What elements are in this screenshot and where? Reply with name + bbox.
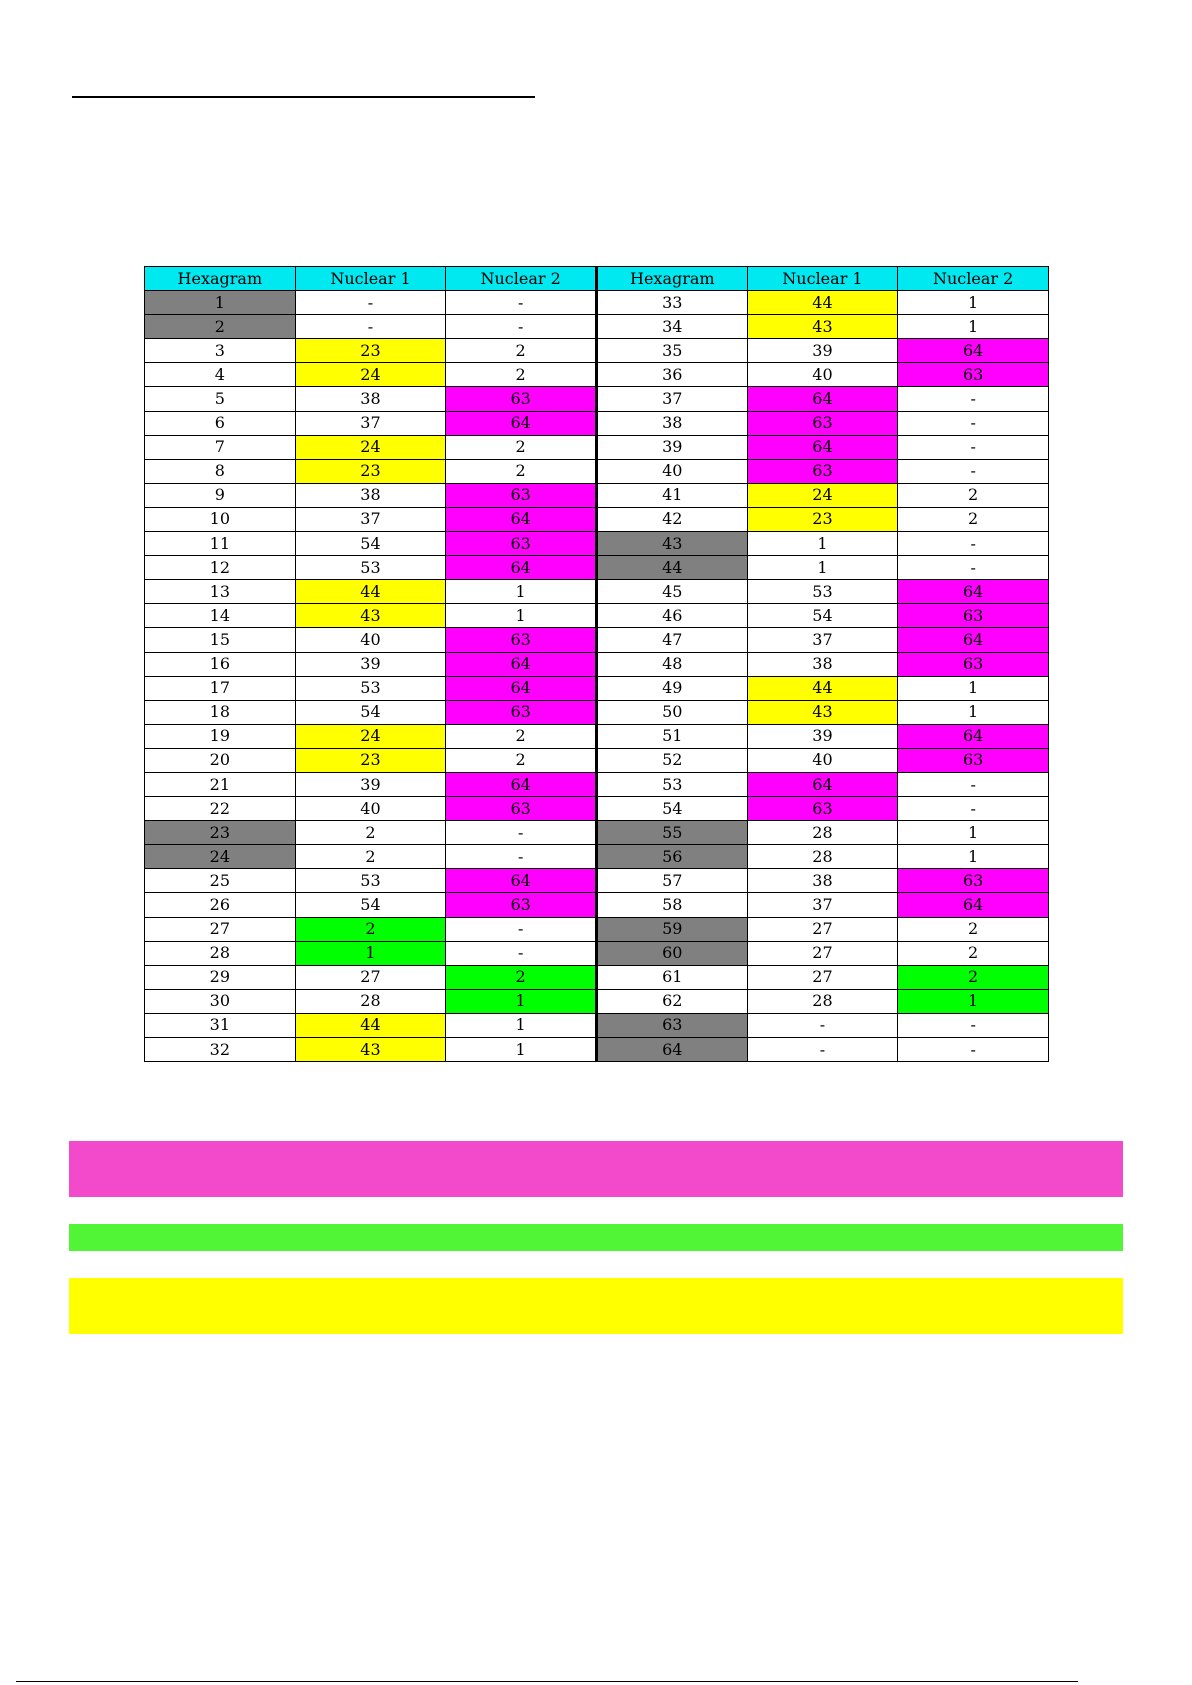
table-row	[145, 435, 1049, 459]
cell-nuclear1-left: 24	[295, 435, 446, 459]
cell-hexagram-left: 21	[145, 772, 296, 796]
table-row	[145, 700, 1049, 724]
table-row	[145, 628, 1049, 652]
cell-nuclear1-right: 27	[747, 941, 898, 965]
cell-nuclear2-right: 63	[898, 604, 1049, 628]
cell-hexagram-left: 18	[145, 700, 296, 724]
cell-nuclear1-left: 53	[295, 676, 446, 700]
cell-hexagram-right: 54	[596, 797, 747, 821]
cell-hexagram-right: 37	[596, 387, 747, 411]
cell-nuclear2-right: -	[898, 1038, 1049, 1062]
cell-hexagram-left: 32	[145, 1038, 296, 1062]
cell-nuclear2-right: 64	[898, 628, 1049, 652]
cell-nuclear2-left: 1	[446, 580, 597, 604]
cell-nuclear1-left: -	[295, 315, 446, 339]
cell-nuclear2-left: 64	[446, 652, 597, 676]
table-row	[145, 941, 1049, 965]
cell-hexagram-left: 8	[145, 459, 296, 483]
cell-hexagram-left: 11	[145, 532, 296, 556]
cell-nuclear1-left: 38	[295, 483, 446, 507]
cell-hexagram-right: 55	[596, 821, 747, 845]
cell-hexagram-left: 20	[145, 748, 296, 772]
cell-nuclear2-left: -	[446, 821, 597, 845]
cell-nuclear2-right: -	[898, 387, 1049, 411]
cell-nuclear2-left: 64	[446, 772, 597, 796]
cell-hexagram-right: 59	[596, 917, 747, 941]
cell-nuclear1-right: 1	[747, 532, 898, 556]
cell-hexagram-right: 50	[596, 700, 747, 724]
cell-nuclear2-right: 1	[898, 989, 1049, 1013]
cell-nuclear1-left: 38	[295, 387, 446, 411]
cell-nuclear1-left: 37	[295, 411, 446, 435]
cell-nuclear1-left: 1	[295, 941, 446, 965]
cell-nuclear2-left: 1	[446, 1038, 597, 1062]
cell-hexagram-left: 2	[145, 315, 296, 339]
cell-hexagram-right: 52	[596, 748, 747, 772]
cell-nuclear1-right: 64	[747, 435, 898, 459]
cell-nuclear1-left: 54	[295, 532, 446, 556]
cell-nuclear2-left: 63	[446, 628, 597, 652]
cell-nuclear2-left: 2	[446, 435, 597, 459]
table-row	[145, 989, 1049, 1013]
table-row	[145, 411, 1049, 435]
cell-hexagram-right: 58	[596, 893, 747, 917]
cell-nuclear2-left: 64	[446, 556, 597, 580]
table-row	[145, 459, 1049, 483]
cell-nuclear2-left: -	[446, 291, 597, 315]
table-row	[145, 821, 1049, 845]
cell-hexagram-right: 33	[596, 291, 747, 315]
table-row	[145, 893, 1049, 917]
cell-nuclear2-left: 63	[446, 893, 597, 917]
cell-nuclear2-left: 63	[446, 483, 597, 507]
cell-nuclear1-left: 39	[295, 652, 446, 676]
cell-nuclear2-left: 2	[446, 748, 597, 772]
cell-hexagram-left: 13	[145, 580, 296, 604]
cell-nuclear1-left: -	[295, 291, 446, 315]
table-row	[145, 965, 1049, 989]
cell-nuclear2-left: -	[446, 845, 597, 869]
cell-hexagram-right: 46	[596, 604, 747, 628]
table-row	[145, 532, 1049, 556]
cell-hexagram-left: 17	[145, 676, 296, 700]
cell-nuclear2-left: 64	[446, 676, 597, 700]
cell-nuclear1-left: 40	[295, 797, 446, 821]
cell-nuclear1-right: 63	[747, 459, 898, 483]
cell-nuclear1-right: 28	[747, 989, 898, 1013]
cell-hexagram-left: 31	[145, 1013, 296, 1037]
magenta-legend-band	[69, 1141, 1123, 1197]
cell-nuclear2-right: 1	[898, 291, 1049, 315]
cell-nuclear1-right: 64	[747, 387, 898, 411]
cell-nuclear1-left: 39	[295, 772, 446, 796]
cell-hexagram-left: 26	[145, 893, 296, 917]
cell-nuclear2-right: -	[898, 797, 1049, 821]
cell-nuclear2-left: 1	[446, 1013, 597, 1037]
cell-nuclear2-right: 2	[898, 483, 1049, 507]
cell-nuclear2-left: 64	[446, 507, 597, 531]
cell-nuclear2-right: 63	[898, 652, 1049, 676]
table-row	[145, 1038, 1049, 1062]
cell-nuclear2-right: 2	[898, 941, 1049, 965]
cell-hexagram-right: 60	[596, 941, 747, 965]
cell-hexagram-right: 63	[596, 1013, 747, 1037]
cell-hexagram-right: 40	[596, 459, 747, 483]
cell-nuclear2-right: 64	[898, 339, 1049, 363]
cell-nuclear1-left: 2	[295, 845, 446, 869]
cell-nuclear1-right: 23	[747, 507, 898, 531]
cell-nuclear2-right: -	[898, 459, 1049, 483]
table-row	[145, 580, 1049, 604]
table-row	[145, 291, 1049, 315]
cell-hexagram-right: 38	[596, 411, 747, 435]
cell-hexagram-left: 14	[145, 604, 296, 628]
cell-hexagram-right: 51	[596, 724, 747, 748]
cell-nuclear1-right: 40	[747, 363, 898, 387]
cell-nuclear2-right: -	[898, 1013, 1049, 1037]
cell-nuclear1-left: 43	[295, 604, 446, 628]
table-row	[145, 339, 1049, 363]
cell-hexagram-left: 12	[145, 556, 296, 580]
table-row	[145, 724, 1049, 748]
cell-nuclear1-right: 39	[747, 724, 898, 748]
cell-hexagram-left: 7	[145, 435, 296, 459]
table-row	[145, 676, 1049, 700]
table-row	[145, 917, 1049, 941]
cell-nuclear2-left: 1	[446, 604, 597, 628]
cell-nuclear1-left: 24	[295, 724, 446, 748]
cell-nuclear1-left: 53	[295, 869, 446, 893]
header-nuclear2-left: Nuclear 2	[446, 267, 597, 291]
cell-nuclear1-right: 38	[747, 869, 898, 893]
table-row	[145, 845, 1049, 869]
cell-hexagram-left: 25	[145, 869, 296, 893]
cell-nuclear1-right: -	[747, 1013, 898, 1037]
cell-nuclear1-left: 44	[295, 580, 446, 604]
cell-hexagram-left: 6	[145, 411, 296, 435]
cell-nuclear2-left: 2	[446, 363, 597, 387]
cell-hexagram-right: 61	[596, 965, 747, 989]
cell-nuclear2-right: 64	[898, 580, 1049, 604]
cell-hexagram-right: 36	[596, 363, 747, 387]
cell-nuclear2-left: 63	[446, 387, 597, 411]
cell-nuclear2-right: 64	[898, 724, 1049, 748]
table-row	[145, 748, 1049, 772]
cell-nuclear2-left: 64	[446, 869, 597, 893]
cell-hexagram-left: 22	[145, 797, 296, 821]
cell-hexagram-left: 19	[145, 724, 296, 748]
cell-hexagram-left: 3	[145, 339, 296, 363]
table-row	[145, 483, 1049, 507]
cell-nuclear1-left: 53	[295, 556, 446, 580]
table-row	[145, 869, 1049, 893]
cell-nuclear2-left: 2	[446, 965, 597, 989]
cell-nuclear2-left: 63	[446, 797, 597, 821]
nuclear-hexagram-table-container	[144, 266, 1049, 1062]
cell-hexagram-right: 53	[596, 772, 747, 796]
cell-hexagram-right: 56	[596, 845, 747, 869]
table-header-row	[145, 267, 1049, 291]
cell-nuclear2-right: -	[898, 435, 1049, 459]
cell-nuclear2-left: -	[446, 941, 597, 965]
table-row	[145, 556, 1049, 580]
cell-nuclear2-right: -	[898, 772, 1049, 796]
cell-hexagram-left: 10	[145, 507, 296, 531]
cell-nuclear1-left: 43	[295, 1038, 446, 1062]
cell-nuclear1-right: 38	[747, 652, 898, 676]
cell-nuclear1-right: 1	[747, 556, 898, 580]
cell-nuclear1-left: 54	[295, 893, 446, 917]
cell-hexagram-right: 35	[596, 339, 747, 363]
cell-hexagram-left: 29	[145, 965, 296, 989]
cell-nuclear2-right: 2	[898, 507, 1049, 531]
table-row	[145, 315, 1049, 339]
cell-nuclear2-left: 2	[446, 724, 597, 748]
cell-nuclear1-left: 37	[295, 507, 446, 531]
table-row	[145, 363, 1049, 387]
cell-hexagram-right: 49	[596, 676, 747, 700]
cell-nuclear2-right: -	[898, 532, 1049, 556]
cell-hexagram-left: 16	[145, 652, 296, 676]
cell-nuclear2-left: 63	[446, 700, 597, 724]
cell-hexagram-right: 47	[596, 628, 747, 652]
footer-rule	[16, 1681, 1078, 1682]
cell-nuclear2-right: 1	[898, 676, 1049, 700]
cell-nuclear1-right: 28	[747, 845, 898, 869]
cell-hexagram-left: 1	[145, 291, 296, 315]
header-hexagram-left: Hexagram	[145, 267, 296, 291]
cell-hexagram-left: 9	[145, 483, 296, 507]
cell-nuclear1-right: 39	[747, 339, 898, 363]
cell-nuclear1-right: 63	[747, 411, 898, 435]
cell-nuclear2-right: 64	[898, 893, 1049, 917]
cell-nuclear1-left: 28	[295, 989, 446, 1013]
cell-nuclear1-right: 27	[747, 917, 898, 941]
green-legend-band	[69, 1224, 1123, 1251]
cell-nuclear1-left: 23	[295, 339, 446, 363]
table-row	[145, 797, 1049, 821]
cell-nuclear2-right: 63	[898, 748, 1049, 772]
cell-nuclear2-right: 1	[898, 700, 1049, 724]
table-row	[145, 387, 1049, 411]
cell-hexagram-left: 30	[145, 989, 296, 1013]
table-row	[145, 604, 1049, 628]
cell-hexagram-left: 24	[145, 845, 296, 869]
cell-nuclear2-left: 2	[446, 339, 597, 363]
cell-hexagram-left: 27	[145, 917, 296, 941]
cell-hexagram-left: 15	[145, 628, 296, 652]
cell-nuclear1-right: 53	[747, 580, 898, 604]
table-row	[145, 1013, 1049, 1037]
cell-nuclear1-right: 64	[747, 772, 898, 796]
cell-hexagram-left: 4	[145, 363, 296, 387]
table-body	[145, 291, 1049, 1062]
cell-hexagram-left: 28	[145, 941, 296, 965]
cell-nuclear2-left: -	[446, 315, 597, 339]
cell-nuclear1-right: 44	[747, 676, 898, 700]
cell-nuclear1-left: 23	[295, 459, 446, 483]
cell-hexagram-right: 48	[596, 652, 747, 676]
cell-hexagram-left: 5	[145, 387, 296, 411]
cell-nuclear1-left: 44	[295, 1013, 446, 1037]
yellow-legend-band	[69, 1278, 1123, 1334]
cell-nuclear2-left: 1	[446, 989, 597, 1013]
cell-nuclear2-right: -	[898, 411, 1049, 435]
cell-nuclear1-left: 2	[295, 917, 446, 941]
cell-nuclear1-left: 54	[295, 700, 446, 724]
header-nuclear1-left: Nuclear 1	[295, 267, 446, 291]
cell-nuclear1-right: 37	[747, 628, 898, 652]
cell-nuclear1-right: 43	[747, 315, 898, 339]
table-row	[145, 507, 1049, 531]
cell-nuclear2-right: 1	[898, 845, 1049, 869]
cell-nuclear2-right: 1	[898, 315, 1049, 339]
cell-nuclear2-right: 2	[898, 917, 1049, 941]
cell-nuclear1-right: 28	[747, 821, 898, 845]
cell-hexagram-right: 34	[596, 315, 747, 339]
cell-hexagram-right: 42	[596, 507, 747, 531]
cell-hexagram-right: 62	[596, 989, 747, 1013]
nuclear-hexagram-table	[144, 266, 1049, 1062]
cell-nuclear1-right: 63	[747, 797, 898, 821]
cell-nuclear2-left: 64	[446, 411, 597, 435]
cell-nuclear1-left: 40	[295, 628, 446, 652]
cell-nuclear2-right: 1	[898, 821, 1049, 845]
cell-nuclear2-left: -	[446, 917, 597, 941]
cell-nuclear1-right: 37	[747, 893, 898, 917]
table-row	[145, 652, 1049, 676]
cell-hexagram-right: 43	[596, 532, 747, 556]
cell-nuclear1-left: 23	[295, 748, 446, 772]
title-underline	[72, 96, 535, 98]
cell-nuclear2-right: 2	[898, 965, 1049, 989]
header-nuclear2-right: Nuclear 2	[898, 267, 1049, 291]
cell-nuclear1-left: 27	[295, 965, 446, 989]
header-hexagram-right: Hexagram	[596, 267, 747, 291]
cell-nuclear1-right: 24	[747, 483, 898, 507]
cell-nuclear1-right: 54	[747, 604, 898, 628]
cell-nuclear2-right: -	[898, 556, 1049, 580]
cell-hexagram-right: 45	[596, 580, 747, 604]
cell-nuclear1-right: 44	[747, 291, 898, 315]
cell-hexagram-right: 64	[596, 1038, 747, 1062]
cell-hexagram-right: 41	[596, 483, 747, 507]
cell-nuclear1-right: 40	[747, 748, 898, 772]
cell-nuclear1-right: 43	[747, 700, 898, 724]
cell-nuclear2-left: 63	[446, 532, 597, 556]
cell-nuclear1-left: 24	[295, 363, 446, 387]
cell-nuclear1-right: -	[747, 1038, 898, 1062]
cell-nuclear1-right: 27	[747, 965, 898, 989]
table-row	[145, 772, 1049, 796]
header-nuclear1-right: Nuclear 1	[747, 267, 898, 291]
cell-hexagram-right: 39	[596, 435, 747, 459]
cell-nuclear2-right: 63	[898, 869, 1049, 893]
cell-hexagram-left: 23	[145, 821, 296, 845]
cell-nuclear2-left: 2	[446, 459, 597, 483]
cell-hexagram-right: 44	[596, 556, 747, 580]
cell-hexagram-right: 57	[596, 869, 747, 893]
cell-nuclear1-left: 2	[295, 821, 446, 845]
cell-nuclear2-right: 63	[898, 363, 1049, 387]
